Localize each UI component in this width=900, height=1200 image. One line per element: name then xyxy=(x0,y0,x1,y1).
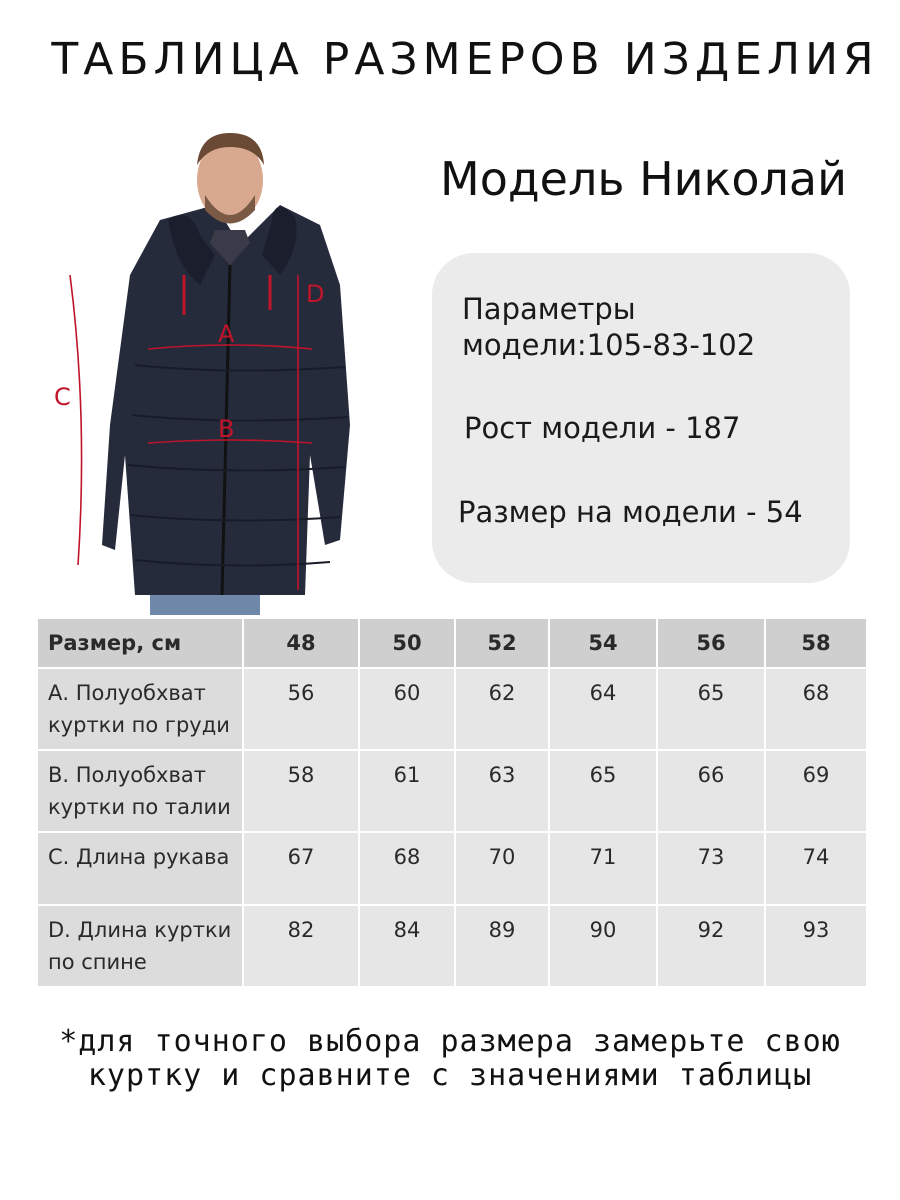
label-a: A xyxy=(218,320,235,348)
model-params-measurements xyxy=(462,291,755,363)
table-cell: 92 xyxy=(657,905,765,987)
table-cell: 89 xyxy=(455,905,549,987)
footnote xyxy=(0,1025,900,1093)
table-cell: 69 xyxy=(765,750,867,832)
table-row xyxy=(37,668,867,750)
table-cell: 67 xyxy=(243,832,359,905)
footnote-line-1: *для точного выбора размера замерьте свою xyxy=(59,1024,841,1059)
header-cell: 50 xyxy=(359,618,455,668)
table-cell: 62 xyxy=(455,668,549,750)
label-b: B xyxy=(218,415,235,443)
table-cell: 58 xyxy=(243,750,359,832)
table-cell: 93 xyxy=(765,905,867,987)
table-row xyxy=(37,905,867,987)
table-cell: 68 xyxy=(359,832,455,905)
table-cell: 61 xyxy=(359,750,455,832)
table-cell: 56 xyxy=(243,668,359,750)
row-label: С. Длина рукава xyxy=(37,832,243,905)
table-cell: 63 xyxy=(455,750,549,832)
model-photo xyxy=(40,125,410,615)
table-cell: 84 xyxy=(359,905,455,987)
params-value: модели:105-83-102 xyxy=(462,328,756,362)
model-name: Модель Николай xyxy=(440,152,847,206)
table-cell: 71 xyxy=(549,832,657,905)
header-cell: 58 xyxy=(765,618,867,668)
model-params-box xyxy=(432,253,850,583)
header-cell: 54 xyxy=(549,618,657,668)
table-cell: 70 xyxy=(455,832,549,905)
table-cell: 65 xyxy=(549,750,657,832)
row-label: В. Полуобхват куртки по талии xyxy=(37,750,243,832)
header-cell: 52 xyxy=(455,618,549,668)
label-c: C xyxy=(54,383,71,411)
table-row xyxy=(37,750,867,832)
header-cell: 48 xyxy=(243,618,359,668)
table-cell: 73 xyxy=(657,832,765,905)
table-row xyxy=(37,832,867,905)
table-cell: 90 xyxy=(549,905,657,987)
header-cell: 56 xyxy=(657,618,765,668)
model-height: Рост модели - 187 xyxy=(464,411,741,445)
table-cell: 68 xyxy=(765,668,867,750)
table-cell: 64 xyxy=(549,668,657,750)
table-cell: 60 xyxy=(359,668,455,750)
row-label: А. Полуобхват куртки по груди xyxy=(37,668,243,750)
model-size: Размер на модели - 54 xyxy=(458,495,803,529)
row-label: D. Длина куртки по спине xyxy=(37,905,243,987)
table-cell: 82 xyxy=(243,905,359,987)
header-cell: Размер, см xyxy=(37,618,243,668)
table-cell: 66 xyxy=(657,750,765,832)
footnote-line-2: куртку и сравните с значениями таблицы xyxy=(87,1058,813,1093)
table-header-row xyxy=(37,618,867,668)
page-title: ТАБЛИЦА РАЗМЕРОВ ИЗДЕЛИЯ xyxy=(51,34,879,85)
table-cell: 65 xyxy=(657,668,765,750)
params-label: Параметры xyxy=(462,292,636,326)
label-d: D xyxy=(306,280,325,308)
table-cell: 74 xyxy=(765,832,867,905)
size-table xyxy=(36,617,868,988)
